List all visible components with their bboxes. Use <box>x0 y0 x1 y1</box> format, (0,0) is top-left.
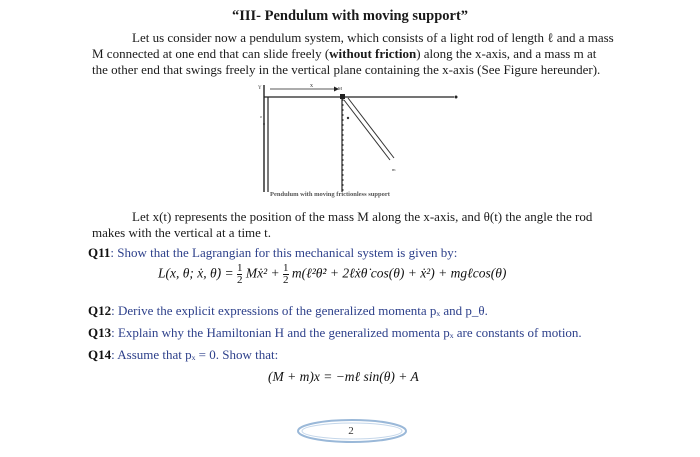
M-label: M <box>338 86 343 91</box>
question-q12: Q12: Derive the explicit expressions of the generalized momenta pₓ and p_θ. <box>88 303 488 318</box>
mass-M <box>340 94 345 99</box>
section-title: “III- Pendulum with moving support” <box>231 8 469 24</box>
q14-equation: (M + m)x = −mℓ sin(θ) + A <box>268 369 419 384</box>
definition-paragraph <box>92 209 620 241</box>
y-label: Y <box>258 86 262 91</box>
origin-label: o <box>260 114 262 119</box>
definition-line-1: Let x(t) represents the position of the mass M along the x-axis, and θ(t) the angle the rod <box>132 209 593 224</box>
intro-line-1: Let us consider now a pendulum system, which consists of a light rod of length ℓ and a mass <box>132 30 614 45</box>
pendulum-figure <box>240 80 470 195</box>
intro-line-2: M connected at one end that can slide freely (without friction) along the x-axis, and a mass m at <box>92 46 597 61</box>
m-label: m <box>392 167 396 172</box>
x-label: x <box>310 83 313 89</box>
lagrangian-equation: L(x, θ; ẋ, θ̇) = $\frac{1}{2}$ Mẋ² + $\frac{1}{2}$ m(ℓ²θ̇² + 2ℓẋθ̇ cos(θ) + ẋ²) + mgℓcos(θ) <box>158 262 507 286</box>
intro-line-3: the other end that swings freely in the vertical plane containing the x-axis (See Figure hereunder). <box>92 62 601 77</box>
pendulum-rod <box>344 100 390 160</box>
intro-paragraph <box>92 30 620 78</box>
frame-dot <box>263 123 265 125</box>
angle-mark <box>347 117 349 119</box>
figure-caption: Pendulum with moving frictionless support <box>270 191 390 198</box>
definition-line-2: makes with the vertical at a time t. <box>92 225 272 240</box>
pendulum-rod-edge <box>348 98 394 158</box>
question-q14: Q14: Assume that pₓ = 0. Show that: <box>88 347 279 362</box>
question-q13: Q13: Explain why the Hamiltonian H and the generalized momenta pₓ are constants of motion. <box>88 325 582 340</box>
question-q11: Q11: Show that the Lagrangian for this mechanical system is given by: <box>88 245 458 260</box>
page-number: 2 <box>348 425 354 437</box>
x-axis-end <box>455 96 458 99</box>
